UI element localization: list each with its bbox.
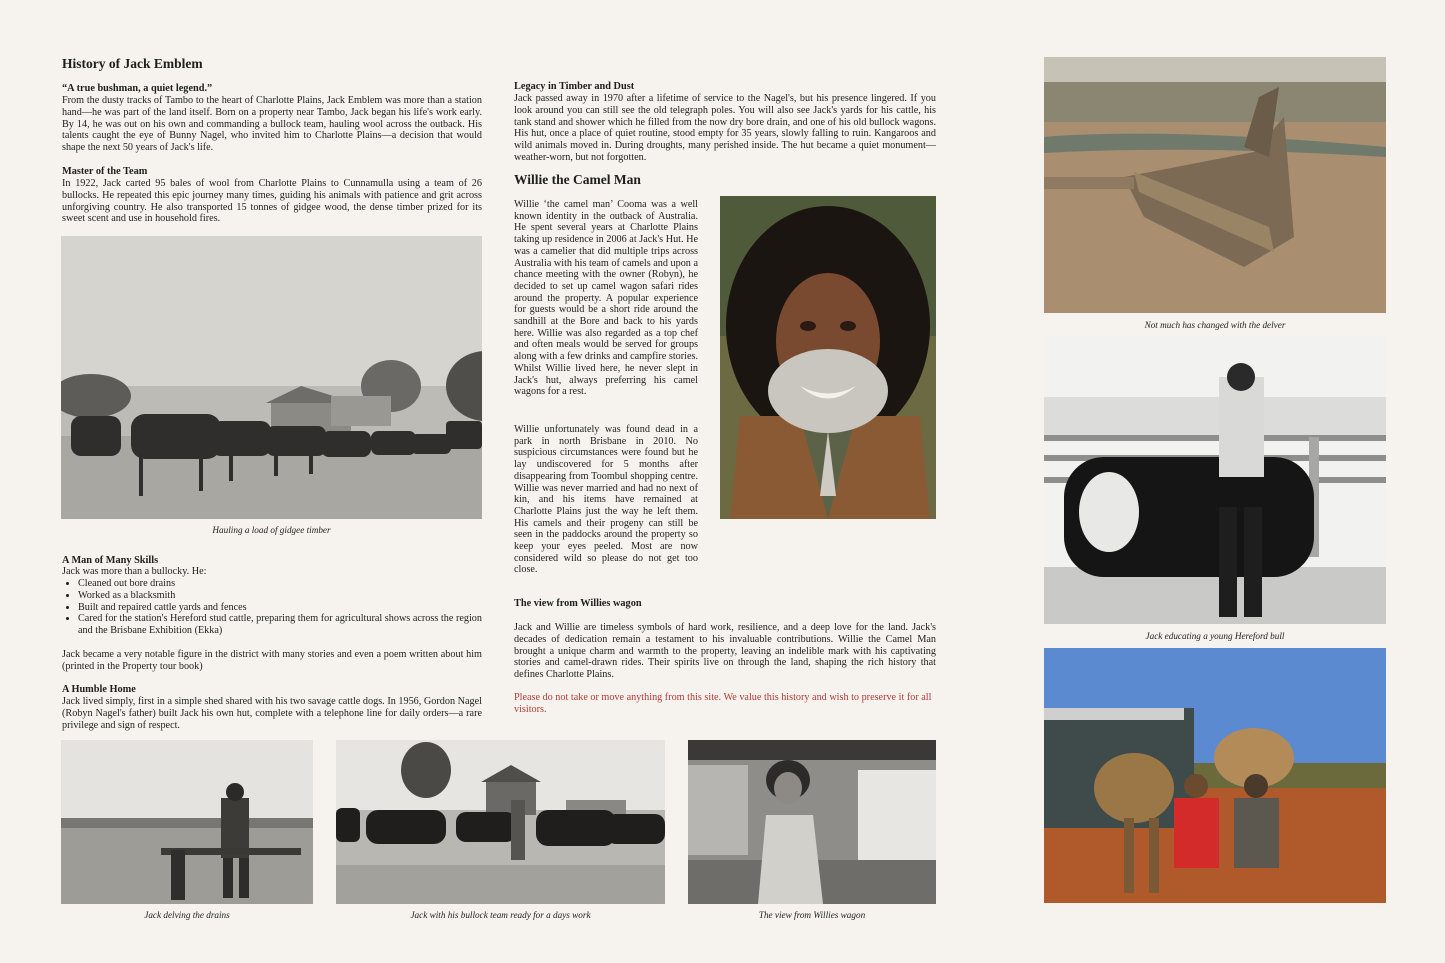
willie-title: Willie the Camel Man [514, 172, 641, 187]
bullock-team-photo [336, 740, 665, 904]
skills-intro: Jack was more than a bullocky. He: [62, 566, 207, 577]
closing-text: Jack and Willie are timeless symbols of hard work, resilience, and a deep love for the land. Jack's decades of dedication remain a testament to his invaluable contributions. Willie the Camel Man brought a unique charm and warmth to the property, leaving an indelible mark with his captivating stories and camel-drawn rides. Their spirits live on through the land, shaping the rich history that defines Charlotte Plains. [514, 622, 936, 681]
caption-wagon: The view from Willies wagon [758, 910, 866, 920]
legacy-heading: Legacy in Timber and Dust [514, 81, 635, 92]
master-text: In 1922, Jack carted 95 bales of wool from Charlotte Plains to Cunnamulla using a team of 26 bullocks. He repeated this epic journey many times, guiding his animals with patience and grit across unforgiving country. He also transported 15 tonnes of gidgee wood, the dense timber prized for its sweet scent and use in household fires. [62, 178, 482, 225]
skill-item: • Cleaned out bore drains [78, 578, 482, 590]
legacy-text: Jack passed away in 1970 after a lifetime of service to the Nagel's, but his presence lingered. If you look around you can still see the old telegraph poles. You will also see Jack's yards for his cattle, his tank stand and shower which he filled from the now dry bore drain, and one of his old bullock wagons. His hut, once a place of quiet routine, stood empty for 35 years, slowly falling to ruin. Kangaroos and wild animals moved in. During droughts, many perished inside. The hut became a quiet monument—weather-worn, but not forgotten. [514, 93, 936, 163]
camels-photo [1044, 648, 1386, 903]
caption-gidgee: Hauling a load of gidgee timber [212, 525, 331, 535]
caption-drains: Jack delving the drains [144, 910, 230, 920]
poem-text: Jack became a very notable figure in the district with many stories and even a poem written about him (printed in the Property tour book) [62, 649, 482, 672]
home-text: Jack lived simply, first in a simple shed shared with his two savage cattle dogs. In 1956, Gordon Nagel (Robyn Nagel's father) built Jack his own hut, complete with a telephone line for daily orders—a rare privilege and sign of respect. [62, 696, 482, 731]
skill-item: • Worked as a blacksmith [78, 590, 482, 602]
skill-item: • Built and repaired cattle yards and fences [78, 602, 482, 614]
view-heading: The view from Willies wagon [514, 598, 642, 609]
home-heading: A Humble Home [62, 684, 136, 695]
caption-delver: Not much has changed with the delver [1144, 320, 1286, 330]
delver-photo [1044, 57, 1386, 313]
master-heading: Master of the Team [62, 166, 148, 177]
skills-heading: A Man of Many Skills [62, 555, 159, 566]
preservation-notice: Please do not take or move anything from this site. We value this history and wish to preserve it for all visitors. [514, 692, 932, 715]
caption-bullock: Jack with his bullock team ready for a days work [410, 910, 591, 920]
skills-list [62, 578, 482, 637]
willie-text-2: Willie unfortunately was found dead in a park in north Brisbane in 2010. No suspicious circumstances were found but he lay undiscovered for 5 months after disappearing from Toombul shopping centre. Willie was never married and had no next of kin, and his items have remained at Charlotte Plains just the way he left them. His camels and their progeny can still be seen in the paddocks around the property so keep your eyes peeled. Most are now considered wild so please do not get too close. [514, 424, 698, 576]
hereford-bull-photo [1044, 337, 1386, 624]
willie-portrait-photo [720, 196, 936, 519]
willie-text-1: Willie ‘the camel man’ Cooma was a well known identity in the outback of Australia. He spent several years at Charlotte Plains taking up residence in 2006 at Jack's Hut. He was a camelier that did multiple trips across Australia with his team of camels and upon a chance meeting with the owner (Robyn), he decided to set up camel wagon safari rides around the property. A popular experience for guests would be a short ride around the sandhill at the Bore and back to his yards here. Willie was also regarded as a top chef and often meals would be served for groups along with a few drinks and campfire stories. Whilst Willie lived here, he never slept in Jack's hut, always preferring his camel wagons for a rest. [514, 199, 698, 398]
history-intro: From the dusty tracks of Tambo to the heart of Charlotte Plains, Jack Emblem was more than a station hand—he was part of the land itself. Born on a property near Tambo, Jack began his life's work early. By 14, he was out on his own and commanding a bullock team, hauling wool across the outback. His talents caught the eye of Bunny Nagel, who invited him to Charlotte Plains—a decision that would shape the next 50 years of Jack's life. [62, 95, 482, 154]
history-title: History of Jack Emblem [62, 56, 203, 71]
gidgee-timber-photo [61, 236, 482, 519]
willies-wagon-photo [688, 740, 936, 904]
history-quote: “A true bushman, a quiet legend.” [62, 83, 213, 94]
skill-item: • Cared for the station's Hereford stud cattle, preparing them for agricultural shows across the region and the Brisbane Exhibition (Ekka) [78, 613, 482, 637]
caption-hereford: Jack educating a young Hereford bull [1145, 631, 1285, 641]
delving-drains-photo [61, 740, 313, 904]
